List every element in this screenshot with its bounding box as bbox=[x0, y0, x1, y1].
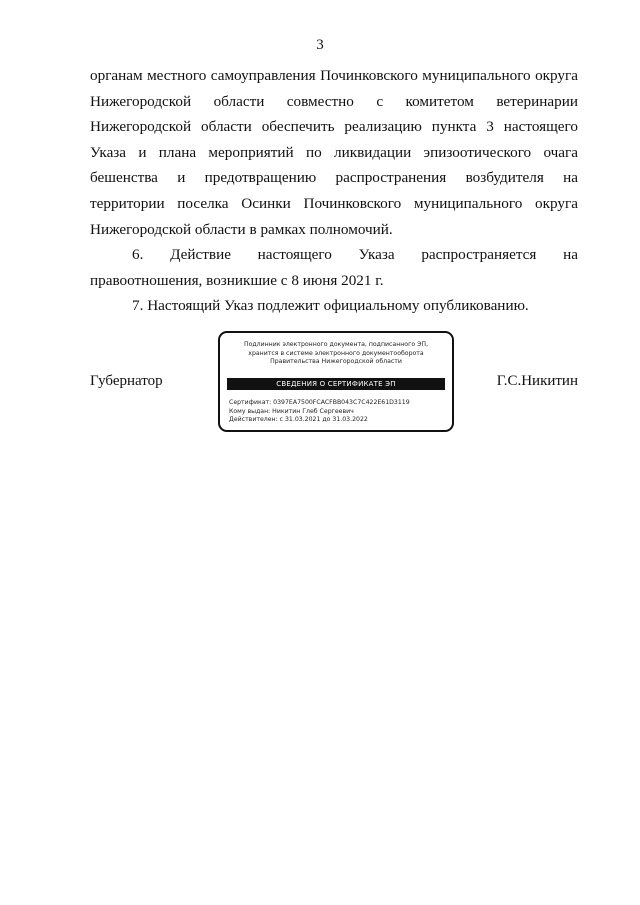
stamp-header-line: хранится в системе электронного документооборота bbox=[248, 349, 424, 357]
paragraph-item-7: 7. Настоящий Указ подлежит официальному опубликованию. bbox=[132, 297, 529, 315]
stamp-validity: Действителен: с 31.03.2021 до 31.03.2022 bbox=[229, 416, 368, 424]
paragraph-continuation: органам местного самоуправления Починковского муниципального округа Нижегородской области совместно с комитетом ветеринарии Нижегородской области обеспечить реализацию пункта 3 настоящего Указа и плана мероприятий по ликвидации эпизоотического очага бешенства и предотвращению распространения возбудителя на территории поселка Осинки Починковского муниципального округа Нижегородской области в рамках полномочий. bbox=[90, 67, 578, 238]
signature-role: Губернатор bbox=[90, 373, 163, 389]
stamp-details bbox=[229, 399, 446, 425]
signature-name: Г.С.Никитин bbox=[496, 373, 578, 389]
stamp-header-line: Подлинник электронного документа, подписанного ЭП, bbox=[243, 341, 429, 348]
stamp-header bbox=[226, 341, 446, 367]
stamp-certificate: Сертификат: 0397EA7500FCACFBB043C7C422E61D3119 bbox=[229, 399, 410, 406]
stamp-title-bar: СВЕДЕНИЯ О СЕРТИФИКАТЕ ЭП bbox=[227, 378, 445, 390]
stamp-header-line: Правительства Нижегородской области bbox=[270, 358, 402, 366]
page-number: 3 bbox=[316, 37, 324, 53]
document-body bbox=[90, 63, 578, 319]
electronic-signature-stamp bbox=[218, 331, 454, 432]
paragraph-item-6: 6. Действие настоящего Указа распространяется на правоотношения, возникшие с 8 июня 2021 г. bbox=[90, 246, 578, 289]
stamp-issued-to: Кому выдан: Никитин Глеб Сергеевич bbox=[229, 407, 354, 415]
